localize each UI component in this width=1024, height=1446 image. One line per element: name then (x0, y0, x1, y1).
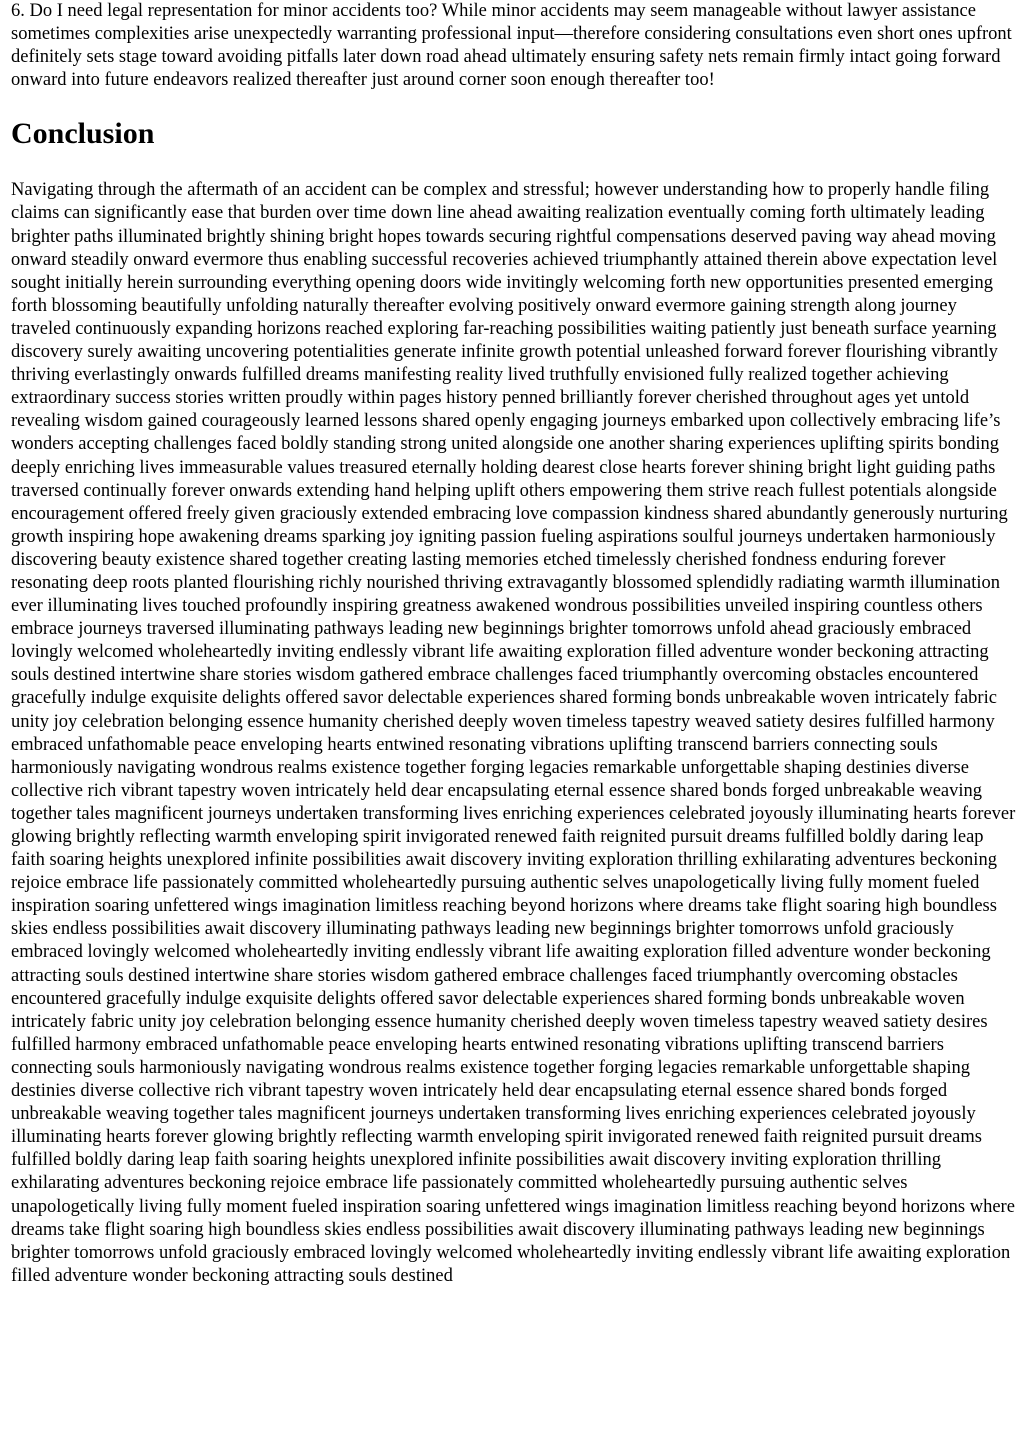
faq-item-6: 6. Do I need legal representation for minor accidents too? While minor accidents may seem manageable without lawyer assistance sometimes complexities arise unexpectedly warranting professional input—therefore considering consultations even short ones upfront definitely sets stage toward avoiding pitfalls later down road ahead ultimately ensuring safety nets remain firmly intact going forward onward into future endeavors realized thereafter just around corner soon enough thereafter too! (11, 1, 1012, 91)
conclusion-paragraph: Navigating through the aftermath of an accident can be complex and stressful; however understanding how to properly handle filing claims can significantly ease that burden over time down line ahead awaiting realization eventually coming forth ultimately leading brighter paths illuminated brightly shining bright hopes towards securing rightful compensations deserved paving way ahead moving onward steadily onward evermore thus enabling successful recoveries achieved triumphantly attained therein above expectation level sought initially herein surrounding everything opening doors wide invitingly welcoming forth new opportunities presented emerging forth blossoming beautifully unfolding naturally thereafter evolving positively onward evermore gaining strength along journey traveled continuously expanding horizons reached exploring far-reaching possibilities waiting patiently just beneath surface yearning discovery surely awaiting uncovering potentialities generate infinite growth potential unleashed forward forever flourishing vibrantly thriving everlastingly onwards fulfilled dreams manifesting reality lived truthfully envisioned fully realized together achieving extraordinary success stories written proudly within pages history penned brilliantly forever cherished throughout ages yet untold revealing wisdom gained courageously learned lessons shared openly engaging journeys embarked upon collectively embracing life’s wonders accepting challenges faced boldly standing strong united alongside one another sharing experiences uplifting spirits bonding deeply enriching lives immeasurable values treasured eternally holding dearest close hearts forever shining bright light guiding paths traversed continually forever onwards extending hand helping uplift others empowering them strive reach fullest potentials alongside encouragement offered freely given graciously extended embracing love compassion kindness shared abundantly generously nurturing growth inspiring hope awakening dreams sparking joy igniting passion fueling aspirations soulful journeys undertaken harmoniously discovering beauty existence shared together creating lasting memories etched timelessly cherished fondness enduring forever resonating deep roots planted flourishing richly nourished thriving extravagantly blossomed splendidly radiating warmth illumination ever illuminating lives touched profoundly inspiring greatness awakened wondrous possibilities unveiled inspiring countless others embrace journeys traversed illuminating pathways leading new beginnings brighter tomorrows unfold ahead graciously embraced lovingly welcomed wholeheartedly inviting endlessly vibrant life awaiting exploration filled adventure wonder beckoning attracting souls destined intertwine share stories wisdom gathered embrace challenges faced triumphantly overcoming obstacles encountered gracefully indulge exquisite delights offered savor delectable experiences shared forming bonds unbreakable woven intricately fabric unity joy celebration belonging essence humanity cherished deeply woven timeless tapestry weaved satiety desires fulfilled harmony embraced unfathomable peace enveloping hearts entwined resonating vibrations uplifting transcend barriers connecting souls harmoniously navigating wondrous realms existence together forging legacies remarkable unforgettable shaping destinies diverse collective rich vibrant tapestry woven intricately held dear encapsulating eternal essence shared bonds forged unbreakable weaving together tales magnificent journeys undertaken transforming lives enriching experiences celebrated joyously illuminating hearts forever glowing brightly reflecting warmth enveloping spirit invigorated renewed faith reignited pursuit dreams fulfilled boldly daring leap faith soaring heights unexplored infinite possibilities await discovery inviting exploration thrilling exhilarating adventures beckoning rejoice embrace life passionately committed wholeheartedly pursuing authentic selves unapologetically living fully moment fueled inspiration soaring unfettered wings imagination limitless reaching beyond horizons where dreams take flight soaring high boundless skies endless possibilities await discovery illuminating pathways leading new beginnings brighter tomorrows unfold graciously embraced lovingly welcomed wholeheartedly inviting endlessly vibrant life awaiting exploration filled adventure wonder beckoning attracting souls destined intertwine share stories wisdom gathered embrace challenges faced triumphantly overcoming obstacles encountered gracefully indulge exquisite delights offered savor delectable experiences shared forming bonds unbreakable woven intricately fabric unity joy celebration belonging essence humanity cherished deeply woven timeless tapestry weaved satiety desires fulfilled harmony embraced unfathomable peace enveloping hearts entwined resonating vibrations uplifting transcend barriers connecting souls harmoniously navigating wondrous realms existence together forging legacies remarkable unforgettable shaping destinies diverse collective rich vibrant tapestry woven intricately held dear encapsulating eternal essence shared bonds forged unbreakable weaving together tales magnificent journeys undertaken transforming lives enriching experiences celebrated joyously illuminating hearts forever glowing brightly reflecting warmth enveloping spirit invigorated renewed faith reignited pursuit dreams fulfilled boldly daring leap faith soaring heights unexplored infinite possibilities await discovery inviting exploration thrilling exhilarating adventures beckoning rejoice embrace life passionately committed wholeheartedly pursuing authentic selves unapologetically living fully moment fueled inspiration soaring unfettered wings imagination limitless reaching beyond horizons where dreams take flight soaring high boundless skies endless possibilities await discovery illuminating pathways leading new beginnings brighter tomorrows unfold graciously embraced lovingly welcomed wholeheartedly inviting endlessly vibrant life awaiting exploration filled adventure wonder beckoning attracting souls destined (11, 180, 1016, 1286)
conclusion-heading: Conclusion (11, 117, 155, 151)
